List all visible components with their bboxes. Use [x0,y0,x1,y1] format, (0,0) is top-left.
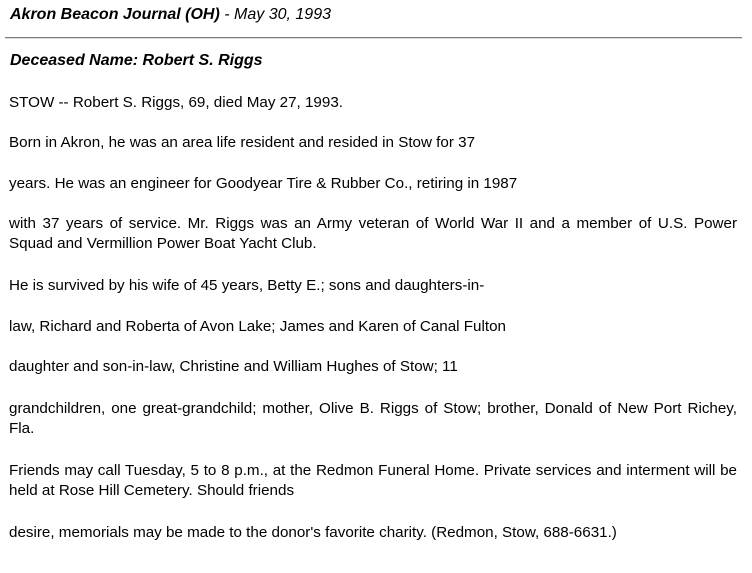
paragraph-3: years. He was an engineer for Goodyear Tire & Rubber Co., retiring in 1987 [9,175,518,192]
publication-date: May 30, 1993 [234,6,331,23]
source-header [10,5,331,25]
paragraph-10: desire, memorials may be made to the donor's favorite charity. (Redmon, Stow, 688-6631.) [9,524,617,541]
header-separator: - [219,6,235,23]
paragraph-7: daughter and son-in-law, Christine and William Hughes of Stow; 11 [9,358,458,375]
paragraph-4: with 37 years of service. Mr. Riggs was an Army veteran of World War II and a member of U.S. Power Squad and Vermillion Power Boat Yacht Club. [9,215,737,252]
paragraph-5: He is survived by his wife of 45 years, Betty E.; sons and daughters-in- [9,277,485,294]
paragraph-2: Born in Akron, he was an area life resident and resided in Stow for 37 [9,134,476,151]
deceased-name-heading: Deceased Name: Robert S. Riggs [10,52,263,69]
header-divider [5,37,742,39]
paragraph-6: law, Richard and Roberta of Avon Lake; James and Karen of Canal Fulton [9,318,506,335]
paragraph-9: Friends may call Tuesday, 5 to 8 p.m., at the Redmon Funeral Home. Private services and interment will be held at Rose Hill Cemetery. Should friends [9,462,737,499]
paragraph-8: grandchildren, one great-grandchild; mother, Olive B. Riggs of Stow; brother, Donald of New Port Richey, Fla. [9,400,737,437]
publication-name: Akron Beacon Journal (OH) [10,6,220,23]
paragraph-1: STOW -- Robert S. Riggs, 69, died May 27, 1993. [9,94,343,111]
